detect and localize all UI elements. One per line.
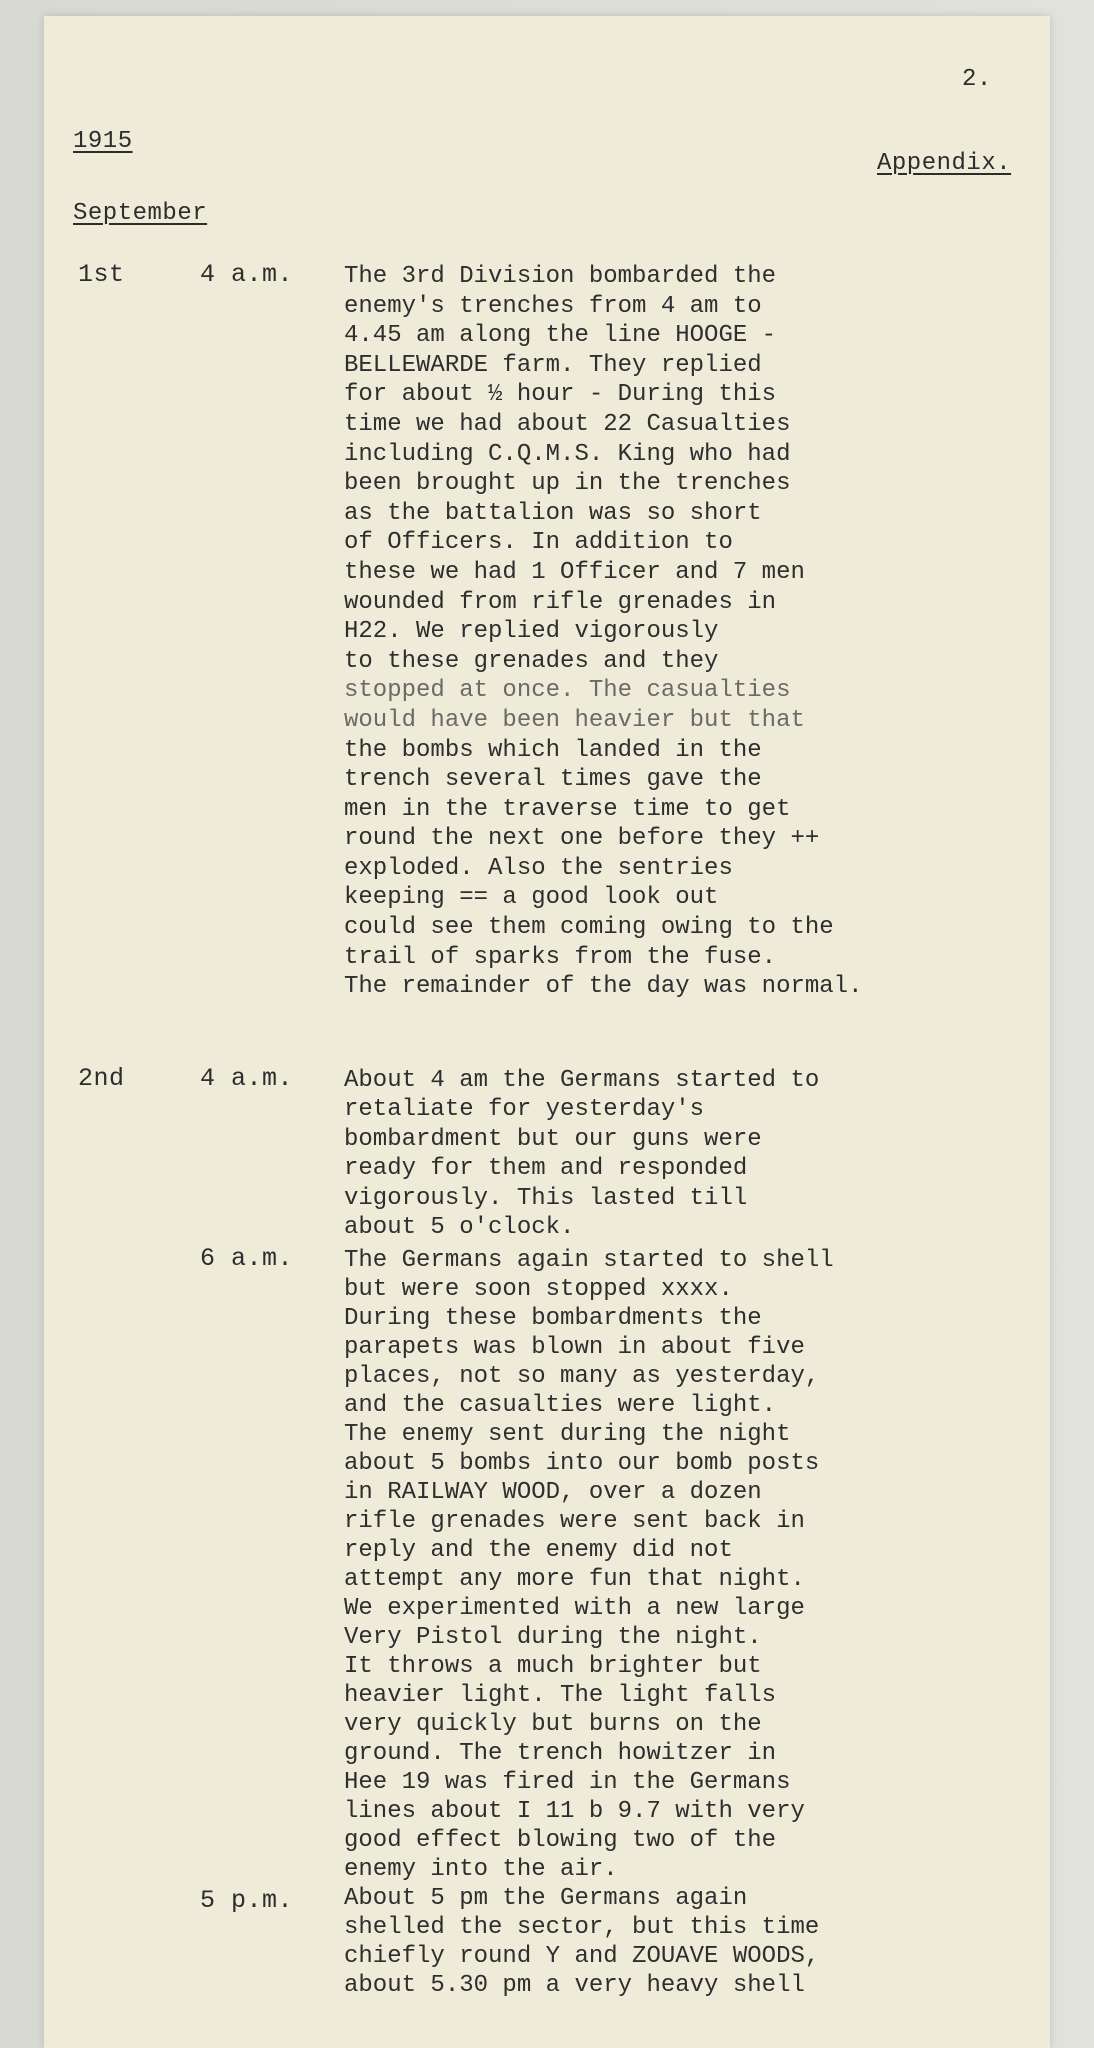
- entry-line: been brought up in the trenches: [344, 470, 791, 498]
- entry-line: The Germans again started to shell: [344, 1247, 834, 1274]
- entry-time: 4 a.m.: [200, 260, 294, 289]
- entry-line: the bombs which landed in the: [344, 736, 762, 764]
- entry-line: good effect blowing two of the: [344, 1827, 777, 1854]
- entry-line: BELLEWARDE farm. They replied: [344, 351, 762, 379]
- entry-line: exploded. Also the sentries: [344, 854, 733, 882]
- entry-line: enemy's trenches from 4 am to: [344, 292, 762, 320]
- entry-text: [344, 1246, 834, 1884]
- entry-day: 1st: [78, 260, 125, 289]
- entry-line: H22. We replied vigorously: [344, 618, 719, 646]
- entry-line: to these grenades and they: [344, 647, 719, 675]
- entry-day: 2nd: [78, 1064, 125, 1093]
- entry-line: reply and the enemy did not: [344, 1537, 733, 1564]
- entry-line: During these bombardments the: [344, 1305, 762, 1332]
- entry-text: [344, 1884, 819, 2000]
- appendix-heading: Appendix.: [877, 150, 1012, 177]
- entry-line: would have been heavier but that: [344, 706, 805, 734]
- entry-line: lines about I 11 b 9.7 with very: [344, 1798, 805, 1825]
- entry-line: time we had about 22 Casualties: [344, 410, 791, 438]
- entry-line: retaliate for yesterday's: [344, 1096, 705, 1124]
- entry-text: [344, 262, 862, 1002]
- entry-line: including C.Q.M.S. King who had: [344, 440, 791, 468]
- entry-line: keeping == a good look out: [344, 884, 719, 912]
- entry-line: shelled the sector, but this time: [344, 1914, 820, 1941]
- entry-line: round the next one before they ++: [344, 825, 820, 853]
- entry-line: 4.45 am along the line HOOGE -: [344, 322, 777, 350]
- entry-line: enemy into the air.: [344, 1856, 618, 1883]
- entry-line: About 5 pm the Germans again: [344, 1885, 748, 1912]
- entry-line: about 5 bombs into our bomb posts: [344, 1450, 820, 1477]
- entry-line: Very Pistol during the night.: [344, 1624, 762, 1651]
- entry-line: in RAILWAY WOOD, over a dozen: [344, 1479, 762, 1506]
- page-number: 2.: [962, 66, 992, 93]
- entry-line: rifle grenades were sent back in: [344, 1508, 805, 1535]
- entry-line: and the casualties were light.: [344, 1392, 777, 1419]
- entry-line: We experimented with a new large: [344, 1595, 805, 1622]
- year-heading: 1915: [73, 128, 133, 155]
- entry-line: The 3rd Division bombarded the: [344, 263, 777, 290]
- entry-line: stopped at once. The casualties: [344, 677, 791, 705]
- entry-line: trail of sparks from the fuse.: [344, 943, 777, 971]
- entry-text: [344, 1066, 819, 1242]
- entry-line: these we had 1 Officer and 7 men: [344, 558, 805, 586]
- entry-line: About 4 am the Germans started to: [344, 1067, 820, 1094]
- entry-line: for about ½ hour - During this: [344, 381, 777, 409]
- entry-line: The remainder of the day was normal.: [344, 973, 863, 1001]
- entry-line: It throws a much brighter but: [344, 1653, 762, 1680]
- entry-line: men in the traverse time to get: [344, 795, 791, 823]
- entry-line: trench several times gave the: [344, 766, 762, 794]
- entry-line: ground. The trench howitzer in: [344, 1740, 777, 1767]
- month-heading: September: [73, 200, 208, 227]
- entry-line: as the battalion was so short: [344, 499, 762, 527]
- entry-time: 6 a.m.: [200, 1244, 294, 1273]
- entry-line: but were soon stopped xxxx.: [344, 1276, 733, 1303]
- entry-line: The enemy sent during the night: [344, 1421, 791, 1448]
- entry-line: vigorously. This lasted till: [344, 1184, 748, 1212]
- entry-line: about 5 o'clock.: [344, 1213, 575, 1241]
- entry-time: 5 p.m.: [200, 1886, 294, 1915]
- entry-line: about 5.30 pm a very heavy shell: [344, 1972, 805, 1999]
- entry-line: Hee 19 was fired in the Germans: [344, 1769, 791, 1796]
- entry-line: bombardment but our guns were: [344, 1125, 762, 1153]
- entry-line: heavier light. The light falls: [344, 1682, 777, 1709]
- entry-line: very quickly but burns on the: [344, 1711, 762, 1738]
- entry-line: places, not so many as yesterday,: [344, 1363, 820, 1390]
- entry-time: 4 a.m.: [200, 1064, 294, 1093]
- entry-line: of Officers. In addition to: [344, 529, 733, 557]
- entry-line: chiefly round Y and ZOUAVE WOODS,: [344, 1943, 820, 1970]
- entry-line: wounded from rifle grenades in: [344, 588, 777, 616]
- entry-line: attempt any more fun that night.: [344, 1566, 805, 1593]
- entry-line: could see them coming owing to the: [344, 914, 834, 942]
- entry-line: ready for them and responded: [344, 1155, 748, 1183]
- entry-line: parapets was blown in about five: [344, 1334, 805, 1361]
